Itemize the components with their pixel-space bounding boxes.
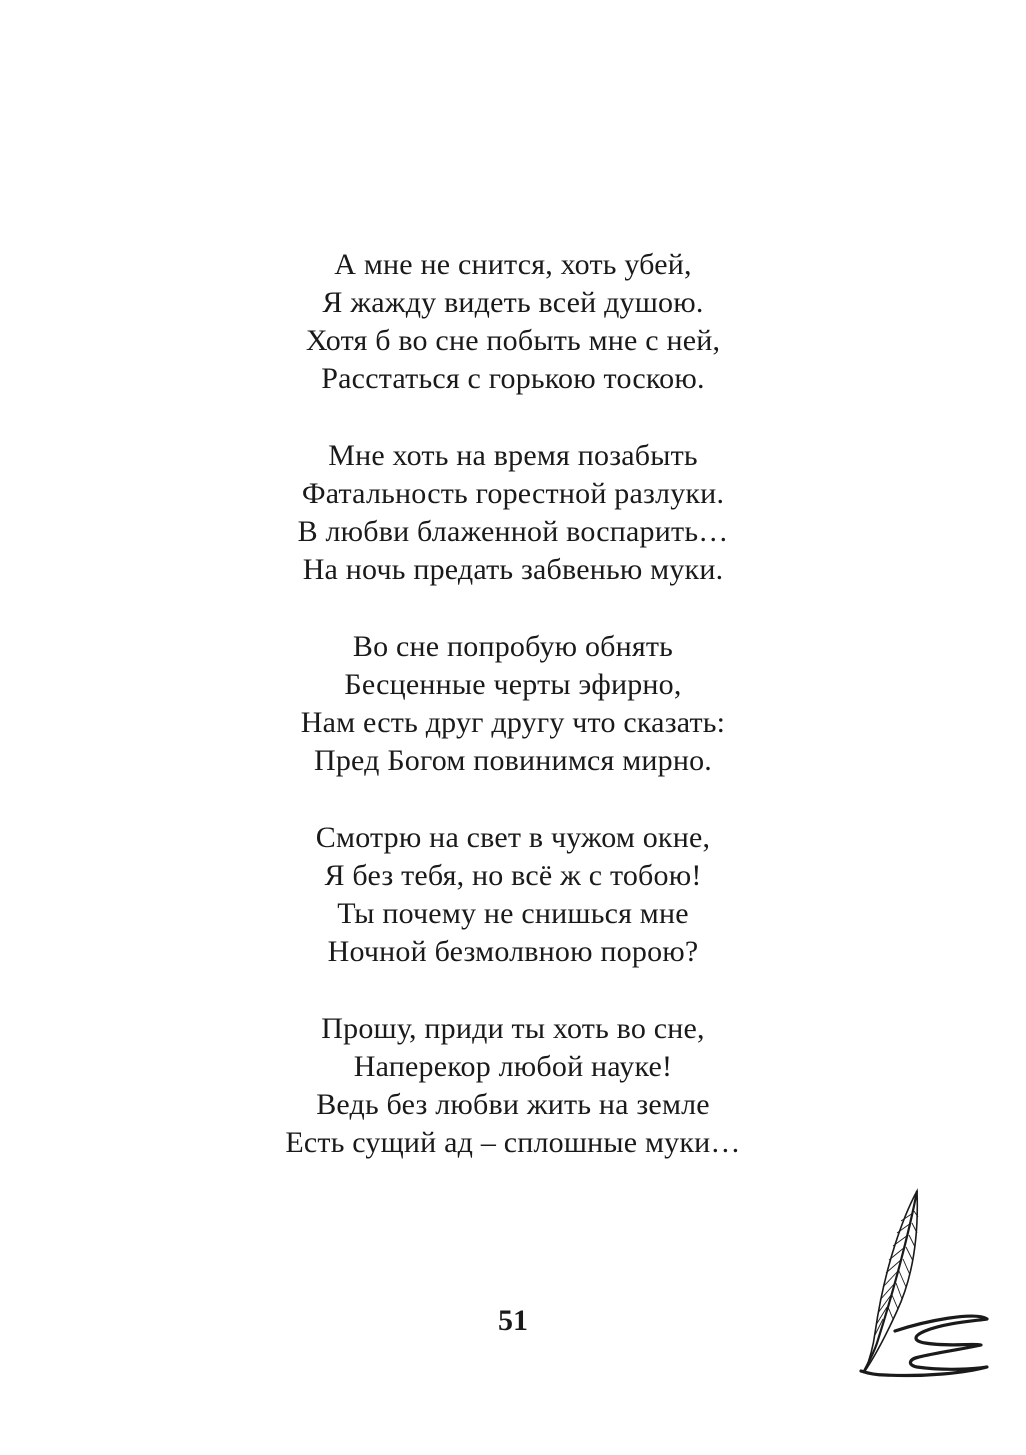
poem-line: Мне хоть на время позабыть (328, 439, 698, 472)
stanza-2 (0, 437, 1026, 589)
stanza-4 (0, 819, 1026, 971)
poem-line: Ведь без любви жить на земле (316, 1088, 710, 1121)
poem-line: Смотрю на свет в чужом окне, (315, 821, 711, 854)
poem-line: Ты почему не снишься мне (337, 897, 689, 930)
poem-line: А мне не снится, хоть убей, (334, 248, 692, 281)
poem-line: Фатальность горестной разлуки. (301, 477, 725, 510)
poem-line: Пред Богом повинимся мирно. (313, 744, 713, 777)
stanza-5 (0, 1010, 1026, 1162)
poem-line: Есть сущий ад – сплошные муки… (285, 1126, 741, 1159)
poem-line: Нам есть друг другу что сказать: (300, 706, 726, 739)
poem-line: Я без тебя, но всё ж с тобою! (324, 859, 702, 892)
poem-line: Во сне попробую обнять (352, 630, 674, 663)
poem-line: Бесценные черты эфирно, (344, 668, 682, 701)
poem-line: Ночной безмолвною порою? (327, 935, 699, 968)
poem-line: Я жажду видеть всей душою. (322, 286, 704, 319)
poem-line: На ночь предать забвенью муки. (302, 553, 724, 586)
stanza-3 (0, 628, 1026, 780)
poem (0, 246, 1026, 1201)
poem-line: Прошу, приди ты хоть во сне, (321, 1012, 705, 1045)
poem-line: Расстаться с горькою тоскою. (321, 362, 705, 395)
poem-line: Хотя б во сне побыть мне с ней, (305, 324, 721, 357)
quill-icon (855, 1183, 995, 1383)
poem-line: В любви блаженной воспарить… (297, 515, 729, 548)
page-number: 51 (498, 1304, 528, 1337)
stanza-1 (0, 246, 1026, 398)
poem-line: Наперекор любой науке! (353, 1050, 673, 1083)
